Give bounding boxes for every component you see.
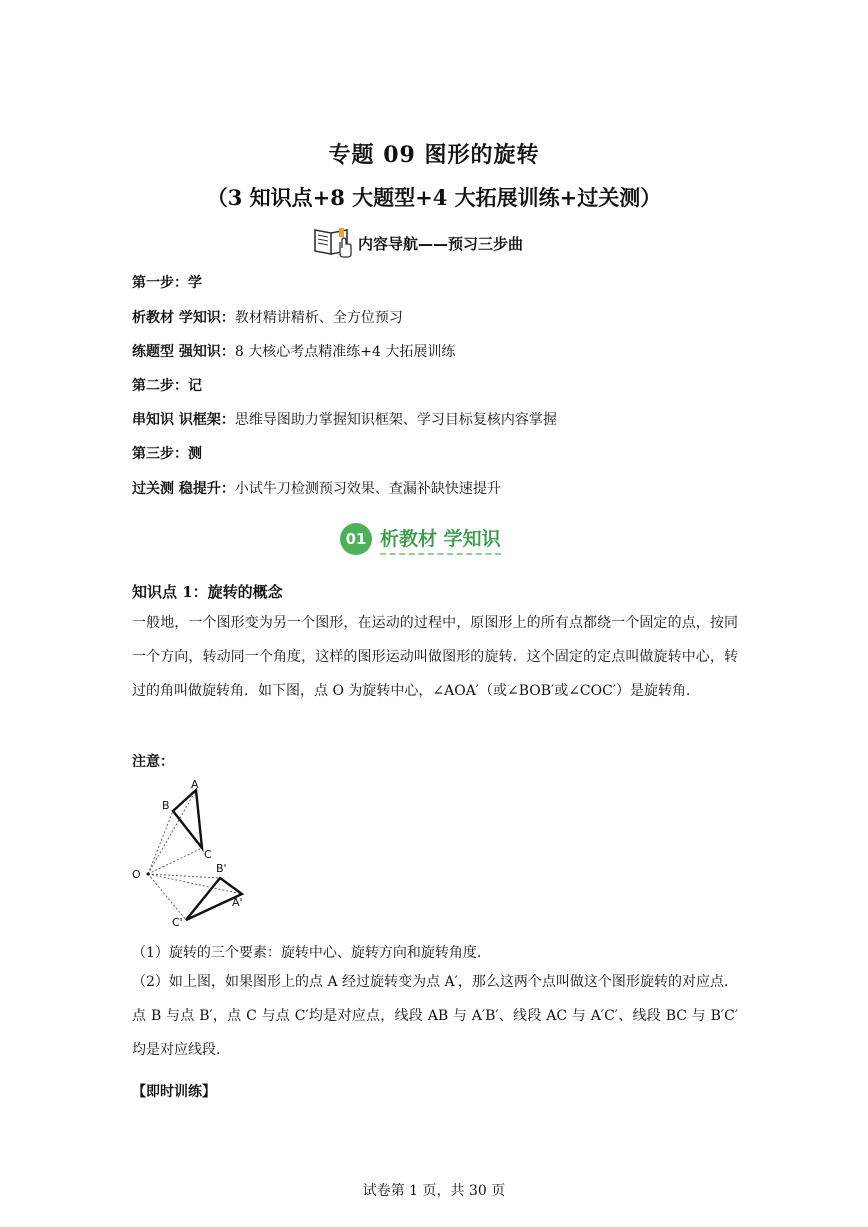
knowledge-heading: 知识点 1：旋转的概念	[132, 583, 283, 601]
note-item-1: （1）旋转的三个要素：旋转中心、旋转方向和旋转角度．	[132, 945, 491, 961]
book-icon	[312, 224, 354, 262]
point-label-a: A	[191, 778, 199, 791]
point-label-c: C	[204, 848, 212, 861]
step-line: 过关测 稳提升：小试牛刀检测预习效果、查漏补缺快速提升	[132, 481, 501, 497]
point-label-b: B	[162, 799, 170, 812]
navigation-label: 内容导航——预习三步曲	[358, 234, 524, 253]
rotation-figure	[130, 778, 260, 932]
note-item-2: （2）如上图，如果图形上的点 A 经过旋转变为点 A′，那么这两个点叫做这个图形旋转的对应点． 点 B 与点 B′，点 C 与点 C′均是对应点，线段 AB 与 A′B′、线段 AC 与 A′C′、线段 BC 与 B′C′均是对应线段．	[132, 974, 738, 1058]
point-label-o: O	[132, 868, 141, 881]
content-navigation	[312, 226, 523, 260]
section-number-badge: 01	[340, 523, 372, 555]
step-line: 串知识 识框架：思维导图助力掌握知识框架、学习目标复核内容掌握	[132, 412, 557, 428]
page-footer: 试卷第 1 页，共 30 页	[362, 1183, 506, 1199]
step-line: 练题型 强知识：8 大核心考点精准练+4 大拓展训练	[132, 344, 456, 360]
step-line: 第三步：测	[132, 446, 202, 462]
section-banner	[340, 522, 530, 556]
step-line: 析教材 学知识：教材精讲精析、全方位预习	[132, 310, 403, 326]
point-label-a-prime: A'	[232, 896, 243, 909]
section-title: 析教材 学知识	[380, 524, 501, 555]
knowledge-body: 一般地，一个图形变为另一个图形，在运动的过程中，原图形上的所有点都绕一个固定的点，按同一个方向，转动同一个角度，这样的图形运动叫做图形的旋转．这个固定的定点叫做旋转中心，转过的角叫做旋转角．如下图，点 O 为旋转中心，∠AOA′（或∠BOB′或∠COC′）是旋转角．	[132, 615, 738, 699]
note-label: 注意：	[132, 754, 174, 770]
step-line: 第一步：学	[132, 275, 202, 291]
document-subtitle: （3 知识点+8 大题型+4 大拓展训练+过关测）	[206, 185, 662, 210]
practice-heading: 【即时训练】	[132, 1084, 216, 1100]
step-line: 第二步：记	[132, 378, 202, 394]
document-title: 专题 09 图形的旋转	[328, 142, 540, 168]
point-label-b-prime: B'	[216, 862, 227, 875]
point-label-c-prime: C'	[172, 916, 183, 928]
